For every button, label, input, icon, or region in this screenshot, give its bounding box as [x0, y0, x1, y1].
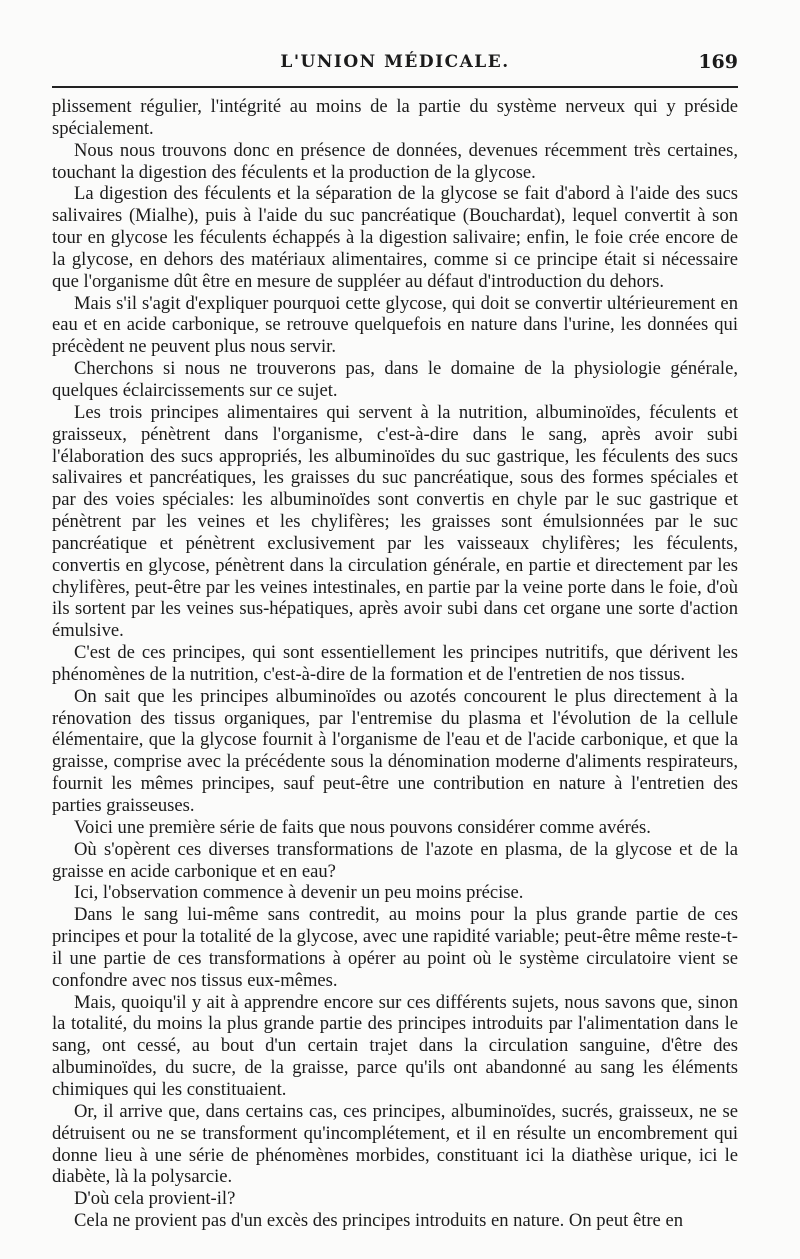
page-header [52, 52, 738, 80]
paragraph: La digestion des féculents et la séparation de la glycose se fait d'abord à l'aide des sucs salivaires (Mialhe), puis à l'aide du suc pancréatique (Bouchardat), lequel convertit à son tour en glycose les féculents échappés à la digestion salivaire; enfin, le foie crée encore de la glycose, en dehors des matériaux alimentaires, comme si ce principe était si nécessaire que l'organisme dût être en mesure de suppléer au défaut d'introduction du dehors. [52, 183, 738, 292]
paragraph: Ici, l'observation commence à devenir un peu moins précise. [74, 882, 524, 904]
paragraph: Or, il arrive que, dans certains cas, ces principes, albuminoïdes, sucrés, graisseux, ne se détruisent ou ne se transforment qu'incomplétement, et il en résulte un encombrement qui donne lieu à une série de phénomènes morbides, constituant ici la diathèse urique, ici le diabète, là la polysarcie. [52, 1100, 738, 1188]
paragraph: Voici une première série de faits que nous pouvons considérer comme avérés. [74, 816, 651, 838]
paragraph: On sait que les principes albuminoïdes ou azotés concourent le plus directement à la rénovation des tissus organiques, par l'entremise du plasma et l'évolution de la cellule élémentaire, que la glycose fournit à l'organisme de l'eau et de l'acide carbonique, et que la graisse, comprise avec la précédente sous la dénomination moderne d'aliments respirateurs, fournit les mêmes principes, sauf peut-être une contribution en nature à l'entretien des parties graisseuses. [52, 685, 738, 816]
paragraph: Cela ne provient pas d'un excès des principes introduits en nature. On peut être en [74, 1210, 684, 1232]
header-rule [52, 86, 738, 88]
running-title: L'UNION MÉDICALE. [280, 52, 510, 72]
paragraph: C'est de ces principes, qui sont essentiellement les principes nutritifs, que dérivent les phénomènes de la nutrition, c'est-à-dire de la formation et de l'entretien de nos tissus. [52, 642, 738, 685]
paragraph: Cherchons si nous ne trouverons pas, dans le domaine de la physiologie générale, quelques éclaircissements sur ce sujet. [52, 358, 738, 401]
paragraph: Dans le sang lui-même sans contredit, au moins pour la plus grande partie de ces principes et pour la totalité de la glycose, avec une rapidité variable; peut-être même reste-t-il une partie de ces transformations à opérer au point où le système circulatoire vient se confondre avec nos tissus eux-mêmes. [52, 904, 738, 991]
page-number: 169 [698, 51, 738, 73]
paragraph: D'où cela provient-il? [74, 1188, 236, 1210]
paragraph: plissement régulier, l'intégrité au moins de la partie du système nerveux qui y préside spécialement. [52, 96, 738, 139]
paragraph: Les trois principes alimentaires qui servent à la nutrition, albuminoïdes, féculents et graisseux, pénètrent dans l'organisme, c'est-à-dire dans le sang, après avoir subi l'élaboration des sucs appropriés, les albuminoïdes du suc gastrique, les féculents des sucs salivaires et pancréatiques, les graisses du suc pancréatique, sous des formes spéciales et par des voies spéciales: les albuminoïdes sont convertis en chyle par le suc gastrique et pénètrent par les veines et les chylifères; les graisses sont émulsionnées par le suc pancréatique et pénètrent exclusivement par les vaisseaux chylifères; les féculents, convertis en glycose, pénètrent dans la circulation générale, en partie et directement par les chylifères, peut-être par les veines intestinales, en partie par la veine porte dans le foie, d'où ils sortent par les veines sus-hépatiques, après avoir subi dans cet organe une sorte d'action émulsive. [52, 401, 738, 642]
paragraph: Mais s'il s'agit d'expliquer pourquoi cette glycose, qui doit se convertir ultérieurement en eau et en acide carbonique, se retrouve quelquefois en nature dans l'urine, les données qui précèdent ne peuvent plus nous servir. [52, 292, 738, 358]
paragraph: Où s'opèrent ces diverses transformations de l'azote en plasma, de la glycose et de la graisse en acide carbonique et en eau? [52, 838, 738, 882]
paragraph: Mais, quoiqu'il y ait à apprendre encore sur ces différents sujets, nous savons que, sinon la totalité, du moins la plus grande partie des principes introduits par l'alimentation dans le sang, ont cessé, au bout d'un certain trajet dans la circulation sanguine, d'être des albuminoïdes, du sucre, de la graisse, parce qu'ils ont abandonné au sang les éléments chimiques qui les constituaient. [52, 991, 738, 1100]
body-text [52, 96, 738, 1232]
paragraph: Nous nous trouvons donc en présence de données, devenues récemment très certaines, touchant la digestion des féculents et la production de la glycose. [52, 139, 738, 183]
